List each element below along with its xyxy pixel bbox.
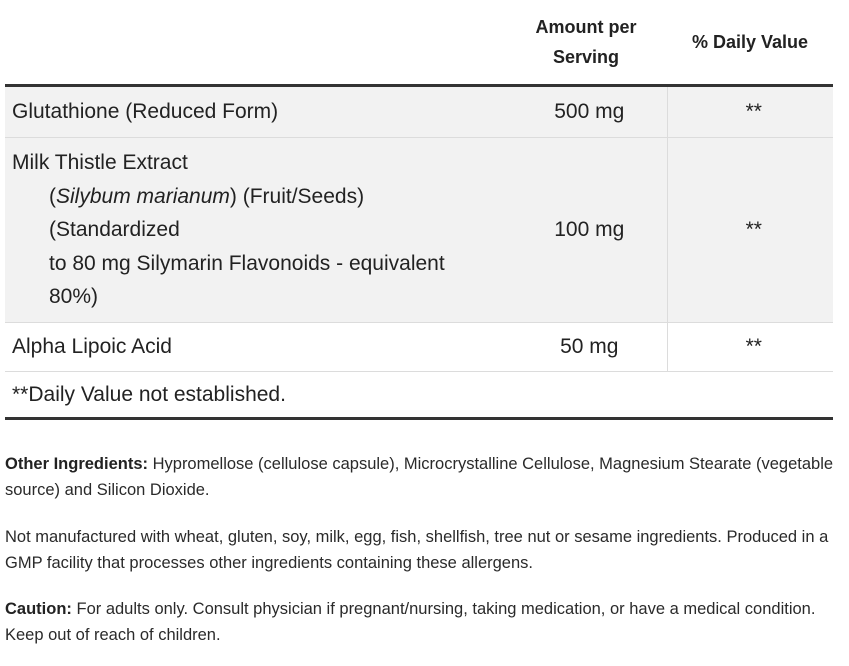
caution-label: Caution:: [5, 600, 72, 618]
caution-text: For adults only. Consult physician if pregnant/nursing, taking medication, or have a medical condition. Keep out of reach of children.: [5, 600, 816, 644]
standardization-detail: to 80 mg Silymarin Flavonoids - equivalent: [49, 251, 445, 275]
daily-value-column-header: % Daily Value: [691, 32, 809, 52]
ingredient-column-header: [5, 0, 505, 86]
amount-column-header: [505, 0, 667, 86]
amount-header-line2: Serving: [552, 47, 620, 67]
ingredient-cell: [5, 138, 505, 323]
source-open-paren: (: [49, 184, 56, 208]
ingredient-name: Glutathione (Reduced Form): [5, 86, 505, 138]
source-part: ) (Fruit/Seeds): [229, 184, 365, 208]
daily-value-footnote: **Daily Value not established.: [12, 382, 286, 406]
table-row: [5, 323, 833, 372]
ingredient-daily-value: **: [667, 323, 833, 372]
botanical-name: Silybum marianum: [56, 184, 230, 208]
ingredient-daily-value: **: [667, 86, 833, 138]
standardization-percent: 80%): [49, 285, 99, 309]
footnote-row: [5, 372, 833, 419]
ingredient-source: [12, 180, 505, 214]
allergen-statement: Not manufactured with wheat, gluten, soy, milk, egg, fish, shellfish, tree nut or sesame ingredients. Produced in a GMP facility that processes other ingredients containing these allergens.: [5, 528, 829, 572]
other-ingredients-label: Other Ingredients:: [5, 455, 149, 473]
other-ingredients: [5, 451, 835, 503]
ingredient-amount: 50 mg: [560, 335, 619, 359]
caution-statement: [5, 596, 835, 648]
ingredient-name: Milk Thistle Extract: [12, 151, 188, 175]
supplement-facts-table: [5, 0, 833, 420]
standardization-line: (Standardized: [49, 218, 180, 242]
table-row: [5, 138, 833, 323]
table-row: [5, 86, 833, 138]
ingredient-daily-value: **: [667, 138, 833, 323]
ingredient-amount: 500 mg: [505, 86, 667, 138]
ingredient-name: Alpha Lipoic Acid: [12, 335, 172, 359]
other-ingredients-text: Hypromellose (cellulose capsule), Microcrystalline Cellulose, Magnesium Stearate (vegetable source) and Silicon Dioxide.: [5, 455, 834, 499]
ingredient-amount: 100 mg: [505, 138, 667, 323]
amount-header-line1: Amount per: [535, 17, 637, 37]
table-header-row: [5, 0, 833, 86]
